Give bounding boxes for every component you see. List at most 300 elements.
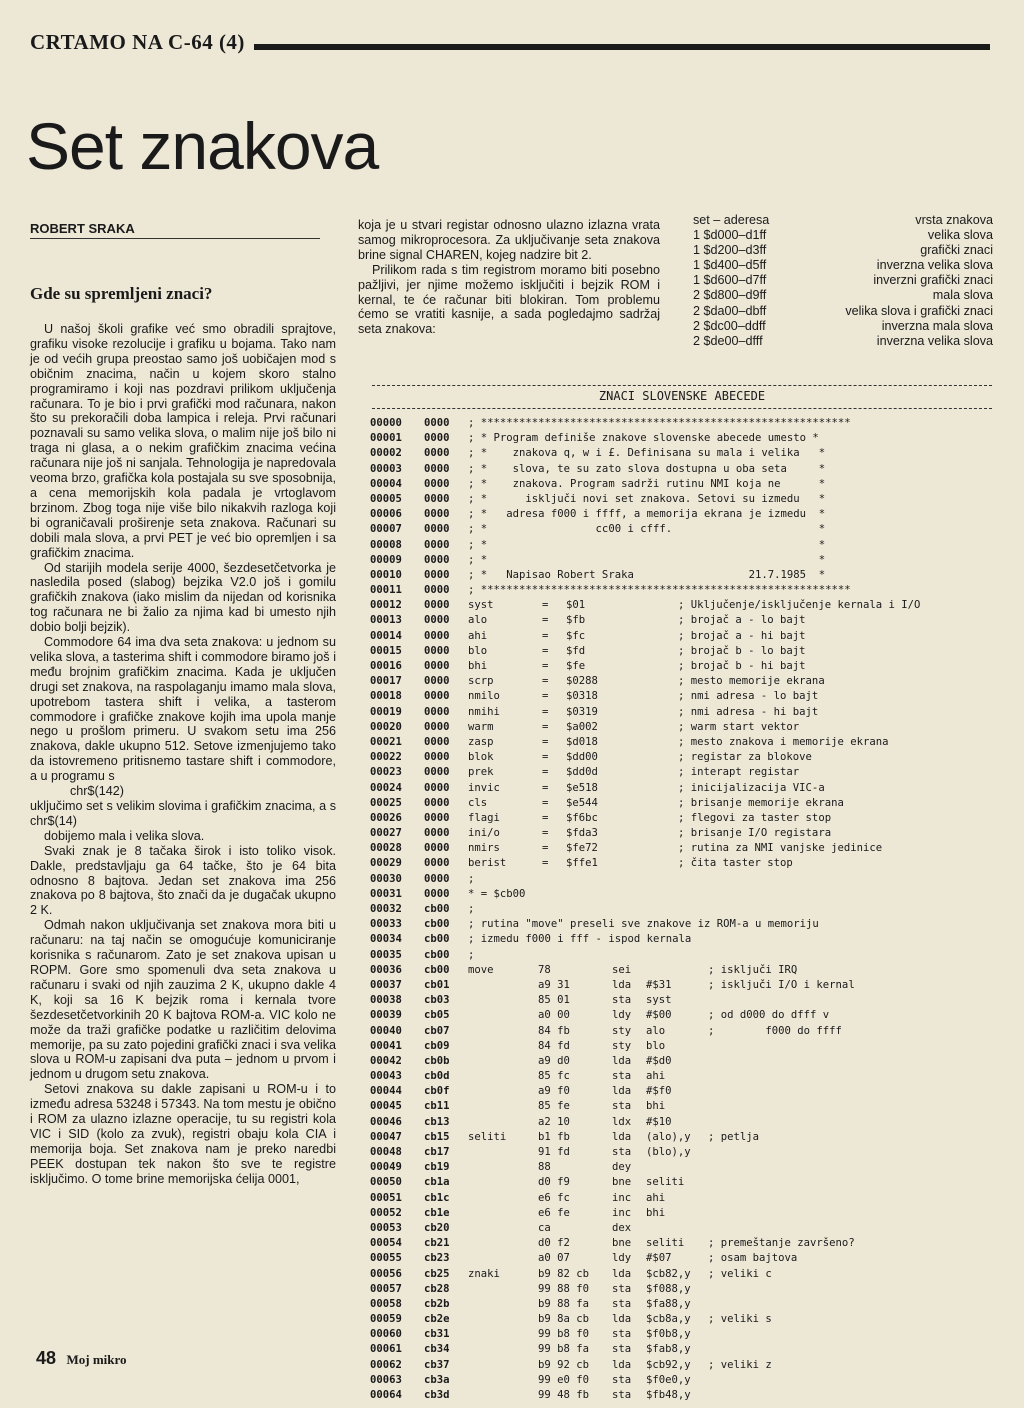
listing-line — [370, 902, 1010, 917]
table-cell: 2 $de00–dfff — [693, 333, 763, 348]
line-number: 00043 — [370, 1070, 402, 1083]
address: cb3a — [424, 1373, 450, 1386]
listing-line — [370, 1251, 1010, 1266]
listing-line — [370, 796, 1010, 811]
address: cb21 — [424, 1237, 450, 1250]
address: cb23 — [424, 1252, 450, 1265]
label: alo — [468, 614, 488, 627]
table-cell: 2 $d800–d9ff — [693, 288, 767, 303]
address: 0000 — [424, 508, 450, 521]
opcode-bytes: 88 — [538, 1161, 551, 1174]
listing-line — [370, 1236, 1010, 1251]
line-number: 00040 — [370, 1024, 402, 1037]
line-number: 00022 — [370, 751, 402, 764]
listing-line — [370, 1327, 1010, 1342]
mnemonic: = — [542, 827, 549, 840]
article-title: Set znakova — [26, 109, 379, 183]
comment: ; * znakova q, w i £. Definisana su mala i velika * — [468, 447, 826, 460]
comment: ; nmi adresa - lo bajt — [678, 690, 819, 703]
operand: $dd0d — [566, 766, 598, 779]
listing-line — [370, 462, 1010, 477]
table-cell: inverzni grafički znaci — [873, 273, 993, 288]
operand: blo — [646, 1039, 666, 1052]
address: 0000 — [424, 553, 450, 566]
table-header-cell: set – aderesa — [693, 213, 770, 227]
listing-line — [370, 416, 1010, 431]
comment: ; čita taster stop — [678, 857, 793, 870]
paragraph: Prilikom rada s tim registrom moramo biti posebno pažljivi, jer njime možemo isključiti i bejzik ROM i kernal, te će računar biti blokiran. Tom problemu ćemo se vratiti kasnije, a sada pogledajmo sadržaj seta znakova: — [358, 262, 660, 337]
line-number: 00016 — [370, 660, 402, 672]
table-cell: 1 $d600–d7ff — [693, 273, 767, 288]
table-row — [693, 273, 993, 288]
operand: $f0b8,y — [646, 1328, 691, 1341]
listing-line — [370, 1388, 1010, 1403]
comment: ; * cc00 i cfff. * — [468, 523, 826, 536]
listing-line — [370, 1358, 1010, 1373]
author-rule — [30, 238, 320, 239]
comment: ; f000 do ffff — [708, 1024, 842, 1037]
comment: ; mesto znakova i memorije ekrana — [678, 735, 889, 748]
label: scrp — [468, 675, 494, 688]
line-number: 00009 — [370, 553, 402, 566]
label: cls — [468, 796, 488, 809]
comment: ; premeštanje završeno? — [708, 1237, 855, 1250]
address: cb00 — [424, 918, 450, 931]
address: cb09 — [424, 1039, 450, 1052]
magazine-name: Moj mikro — [66, 1352, 127, 1367]
operand: $dd00 — [566, 751, 598, 764]
comment: ; * * — [468, 538, 826, 551]
address: 0000 — [424, 796, 450, 809]
line-number: 00018 — [370, 690, 402, 703]
label: seliti — [468, 1130, 507, 1143]
table-cell: inverzna velika slova — [876, 333, 993, 348]
operand: seliti — [646, 1237, 685, 1250]
operand: $fe72 — [566, 842, 598, 855]
operand: #$f0 — [646, 1085, 672, 1098]
opcode-bytes: 99 b8 f0 — [538, 1328, 590, 1341]
label: ; — [468, 872, 475, 885]
assembly-listing — [370, 416, 1010, 1403]
line-number: 00030 — [370, 872, 402, 885]
address: cb00 — [424, 933, 450, 946]
listing-line — [370, 1054, 1010, 1069]
mnemonic: = — [542, 751, 549, 764]
listing-line — [370, 705, 1010, 720]
table-header-cell: vrsta znakova — [915, 213, 993, 227]
listing-divider — [372, 408, 992, 409]
opcode-bytes: 84 fb — [538, 1024, 570, 1037]
table-cell: inverzna mala slova — [881, 318, 993, 333]
operand: $d018 — [566, 735, 598, 748]
listing-line — [370, 538, 1010, 553]
mnemonic: lda — [612, 1085, 632, 1098]
line-number: 00012 — [370, 599, 402, 612]
line-number: 00023 — [370, 766, 402, 779]
comment: ; * Program definiše znakove slovenske abecede umesto * — [468, 432, 819, 445]
line-number: 00061 — [370, 1343, 402, 1356]
operand: $fab8,y — [646, 1343, 691, 1356]
line-number: 00057 — [370, 1282, 402, 1295]
comment: ; brisanje memorije ekrana — [678, 796, 844, 809]
listing-line — [370, 689, 1010, 704]
label: prek — [468, 766, 494, 779]
operand: $0318 — [566, 690, 598, 703]
mnemonic: sta — [612, 1070, 632, 1083]
mnemonic: sta — [612, 1373, 632, 1386]
listing-line — [370, 1221, 1010, 1236]
operand: $fa88,y — [646, 1297, 691, 1310]
label: ini/o — [468, 827, 500, 840]
mnemonic: = — [542, 811, 549, 824]
article-column-1 — [30, 322, 336, 1187]
line-number: 00020 — [370, 720, 402, 733]
comment: ; interapt registar — [678, 766, 800, 779]
label: ; — [468, 948, 475, 961]
paragraph: Setovi znakova su dakle zapisani u ROM-u i to između adresa 53248 i 57343. Na tom mestu je obično i ROM za ulazno izlazne operacije, tu su registri kola VIC i SID (kolo za zvuk), registri obaju kola CIA i memorija boja. Set znakova nam je preko naredbi PEEK dostupan tek nakon što sve te registre isključimo. O tome brine memorijska ćelija 0001, — [30, 1082, 336, 1186]
opcode-bytes: 91 fd — [538, 1146, 570, 1158]
mnemonic: = — [542, 690, 549, 703]
label: nmihi — [468, 705, 500, 718]
listing-divider — [372, 385, 992, 386]
line-number: 00021 — [370, 735, 402, 748]
address: cb34 — [424, 1343, 450, 1356]
address: cb1e — [424, 1206, 450, 1219]
address: 0000 — [424, 705, 450, 718]
listing-line — [370, 1160, 1010, 1175]
address: 0000 — [424, 568, 450, 581]
operand: bhi — [646, 1206, 666, 1219]
mnemonic: = — [542, 660, 549, 672]
table-cell: 1 $d200–d3ff — [693, 243, 767, 258]
listing-line — [370, 993, 1010, 1008]
mnemonic: bne — [612, 1237, 632, 1250]
line-number: 00013 — [370, 614, 402, 627]
label: bhi — [468, 660, 488, 672]
listing-line — [370, 1312, 1010, 1327]
mnemonic: sty — [612, 1039, 632, 1052]
comment: ; * Napisao Robert Sraka 21.7.1985 * — [468, 568, 826, 581]
comment: ; isključi I/O i kernal — [708, 978, 855, 991]
listing-line — [370, 872, 1010, 887]
mnemonic: sta — [612, 1100, 632, 1113]
listing-line — [370, 1039, 1010, 1054]
listing-line — [370, 1282, 1010, 1297]
listing-line — [370, 765, 1010, 780]
mnemonic: = — [542, 796, 549, 809]
operand: ahi — [646, 1191, 666, 1204]
line-number: 00003 — [370, 462, 402, 475]
listing-line — [370, 1115, 1010, 1130]
comment: ; flegovi za taster stop — [678, 811, 832, 824]
operand: $fda3 — [566, 827, 598, 840]
address: 0000 — [424, 660, 450, 672]
line-number: 00042 — [370, 1054, 402, 1067]
line-number: 00038 — [370, 994, 402, 1007]
paragraph: uključimo set s velikim slovima i grafičkim znacima, a s chr$(14) — [30, 799, 336, 828]
label: syst — [468, 599, 494, 612]
opcode-bytes: 84 fd — [538, 1039, 570, 1052]
table-row — [693, 228, 993, 243]
mnemonic: lda — [612, 978, 632, 991]
operand: $f0e0,y — [646, 1373, 691, 1386]
listing-line — [370, 1342, 1010, 1357]
line-number: 00008 — [370, 538, 402, 551]
listing-line — [370, 613, 1010, 628]
listing-line — [370, 781, 1010, 796]
comment: ; * * — [468, 553, 826, 566]
address: 0000 — [424, 781, 450, 794]
line-number: 00026 — [370, 811, 402, 824]
line-number: 00001 — [370, 432, 402, 445]
listing-line — [370, 1069, 1010, 1084]
line-number: 00062 — [370, 1358, 402, 1371]
line-number: 00017 — [370, 675, 402, 688]
comment: ; brojač a - hi bajt — [678, 629, 806, 642]
paragraph: U našoj školi grafike već smo obradili sprajtove, grafiku visoke rezolucije i grafiku u bojama. Tako nam je od većih grupa preostao samo još uobičajen mod s običnim znacima, način u kojem skoro stalno programiramo i koji nas pozdravi prilikom uključenja računara. To je bio i prvi grafički mod računara, nakon što su prekoračili doba lampica i releja. Prvi računari poznavali su samo velika slova, o malim nije još bilo ni traga ni glasa, a o nekim grafičkim znacima većina računara nije još ni sanjala. Tehnologija je napredovala veoma brzo, grafička kola postajala su sve sposobnija, a cena memorijskih kola padala je vrtoglavom brzinom. Zbog toga nije više bilo nikakvih razloga koji bi ograničavali proširenje seta znakova. Računari su dobili mala slova, a prvi PET je već bio opremljen i sa grafičkim znacima. — [30, 322, 336, 560]
table-cell: 1 $d400–d5ff — [693, 258, 767, 273]
line-number: 00007 — [370, 523, 402, 536]
line-number: 00025 — [370, 796, 402, 809]
label: berist — [468, 857, 507, 870]
listing-line — [370, 1175, 1010, 1190]
operand: $fb48,y — [646, 1389, 691, 1401]
address: cb00 — [424, 948, 450, 961]
address: cb03 — [424, 994, 450, 1007]
mnemonic: = — [542, 857, 549, 870]
operand: alo — [646, 1024, 666, 1037]
operand: $cb82,y — [646, 1267, 691, 1280]
label: nmirs — [468, 842, 500, 855]
comment: ; ********************************************************** — [468, 584, 851, 597]
listing-line — [370, 522, 1010, 537]
paragraph: dobijemo mala i velika slova. — [44, 828, 205, 843]
address: 0000 — [424, 675, 450, 688]
listing-line — [370, 1008, 1010, 1023]
comment: ; * znakova. Program sadrži rutinu NMI koja ne * — [468, 477, 826, 490]
table-cell: 2 $dc00–ddff — [693, 318, 766, 333]
address: cb0f — [424, 1085, 450, 1098]
listing-line — [370, 932, 1010, 947]
listing-line — [370, 1297, 1010, 1312]
comment: ; brojač b - lo bajt — [678, 644, 806, 657]
address: cb25 — [424, 1267, 450, 1280]
address: 0000 — [424, 447, 450, 460]
label: ; — [468, 903, 475, 915]
address: 0000 — [424, 523, 450, 536]
opcode-bytes: ca — [538, 1221, 551, 1234]
operand: #$31 — [646, 978, 672, 991]
opcode-bytes: 99 88 f0 — [538, 1282, 590, 1295]
opcode-bytes: e6 fc — [538, 1191, 570, 1204]
address: cb28 — [424, 1282, 450, 1295]
label: blo — [468, 644, 488, 657]
address: cb31 — [424, 1328, 450, 1341]
line-number: 00019 — [370, 705, 402, 718]
address: 0000 — [424, 417, 450, 429]
mnemonic: = — [542, 675, 549, 688]
listing-line — [370, 431, 1010, 446]
line-number: 00037 — [370, 978, 402, 991]
line-number: 00006 — [370, 508, 402, 521]
mnemonic: dey — [612, 1161, 632, 1174]
mnemonic: sta — [612, 1297, 632, 1310]
address: 0000 — [424, 751, 450, 764]
line-number: 00010 — [370, 568, 402, 581]
label: warm — [468, 720, 494, 733]
label: * = $cb00 — [468, 887, 526, 900]
mnemonic: sta — [612, 994, 632, 1007]
line-number: 00035 — [370, 948, 402, 961]
opcode-bytes: 99 b8 fa — [538, 1343, 590, 1356]
address: 0000 — [424, 827, 450, 840]
line-number: 00052 — [370, 1206, 402, 1219]
address: 0000 — [424, 811, 450, 824]
label: zasp — [468, 735, 494, 748]
operand: $01 — [566, 599, 586, 612]
listing-heading: ZNACI SLOVENSKE ABECEDE — [598, 389, 766, 403]
mnemonic: inc — [612, 1191, 632, 1204]
line-number: 00056 — [370, 1267, 402, 1280]
opcode-bytes: a0 07 — [538, 1252, 570, 1265]
operand: (blo),y — [646, 1146, 691, 1158]
opcode-bytes: b1 fb — [538, 1130, 570, 1143]
address: 0000 — [424, 584, 450, 597]
paragraph: Svaki znak je 8 tačaka širok i isto toliko visok. Dakle, predstavljaju ga 64 tačke, što je 64 bita odnosno 8 bajtova. Jedan set znakova ima 256 znakova po 8 bajtova, što znači da je dugačak ukupno 2 K. — [30, 843, 336, 918]
mnemonic: = — [542, 766, 549, 779]
page-number: 48 — [36, 1348, 57, 1368]
operand: $0288 — [566, 675, 598, 688]
line-number: 00028 — [370, 842, 402, 855]
opcode-bytes: b9 92 cb — [538, 1358, 590, 1371]
comment: ; osam bajtova — [708, 1252, 798, 1265]
listing-line — [370, 446, 1010, 461]
label: ; rutina "move" preseli sve znakove iz ROM-a u memoriju — [468, 918, 819, 931]
mnemonic: sta — [612, 1146, 632, 1158]
comment: ; veliki c — [708, 1267, 772, 1280]
listing-line — [370, 1145, 1010, 1160]
line-number: 00036 — [370, 963, 402, 976]
listing-line — [370, 507, 1010, 522]
address: cb20 — [424, 1221, 450, 1234]
listing-line — [370, 1206, 1010, 1221]
mnemonic: inc — [612, 1206, 632, 1219]
comment: ; inicijalizacija VIC-a — [678, 781, 825, 794]
address: 0000 — [424, 735, 450, 748]
address: 0000 — [424, 720, 450, 733]
address: 0000 — [424, 614, 450, 627]
comment: ; brisanje I/O registara — [678, 827, 832, 840]
line-number: 00044 — [370, 1085, 402, 1098]
label: blok — [468, 751, 494, 764]
listing-line — [370, 674, 1010, 689]
address: 0000 — [424, 766, 450, 779]
address: cb01 — [424, 978, 450, 991]
operand: $fb — [566, 614, 586, 627]
paragraph: Odmah nakon uključivanja set znakova mora biti u računaru: na taj način se omogućuje komuniciranje korisnika s računarom. Zato je set znakova upisan u ROPM. Gore smo spomenuli dva seta znakova u računaru i svaki od njih zauzima 2 K, ukupno dakle 4 K, koji sa 16 K bejzik roma i kernala tvore šezdesetčetvorkinih 20 K bajtova ROM-a. VIC kolo ne može da traži grafičke podatke u različitim delovima memorije, pa su zato pojedini grafički znaci i sva velika slova u ROM-u zapisani dva puta – jednom u prvom i jednom u drugom setu znakova. — [30, 918, 336, 1082]
operand: $fc — [566, 629, 586, 642]
line-number: 00063 — [370, 1373, 402, 1386]
address: cb07 — [424, 1024, 450, 1037]
table-cell: velika slova — [927, 228, 993, 243]
address: 0000 — [424, 432, 450, 445]
mnemonic: lda — [612, 1130, 632, 1143]
label: move — [468, 963, 494, 976]
operand: ahi — [646, 1070, 666, 1083]
listing-line — [370, 978, 1010, 993]
mnemonic: = — [542, 644, 549, 657]
listing-line — [370, 492, 1010, 507]
line-number: 00031 — [370, 887, 402, 900]
line-number: 00005 — [370, 492, 402, 505]
address: cb13 — [424, 1115, 450, 1128]
listing-line — [370, 887, 1010, 902]
operand: #$00 — [646, 1009, 672, 1022]
operand: #$10 — [646, 1115, 672, 1128]
line-number: 00055 — [370, 1252, 402, 1265]
mnemonic: lda — [612, 1054, 632, 1067]
line-number: 00047 — [370, 1130, 402, 1143]
address: cb15 — [424, 1130, 450, 1143]
listing-line — [370, 583, 1010, 598]
label: ahi — [468, 629, 488, 642]
operand: (alo),y — [646, 1130, 691, 1143]
opcode-bytes: a0 00 — [538, 1009, 570, 1022]
opcode-bytes: d0 f9 — [538, 1176, 570, 1189]
mnemonic: = — [542, 842, 549, 855]
listing-line — [370, 568, 1010, 583]
table-header-row — [693, 213, 993, 228]
listing-line — [370, 963, 1010, 978]
mnemonic: ldx — [612, 1115, 632, 1128]
line-number: 00014 — [370, 629, 402, 642]
mnemonic: sta — [612, 1282, 632, 1295]
operand: bhi — [646, 1100, 666, 1113]
line-number: 00048 — [370, 1146, 402, 1158]
listing-line — [370, 477, 1010, 492]
operand: $0319 — [566, 705, 598, 718]
operand: $fd — [566, 644, 586, 657]
address: 0000 — [424, 492, 450, 505]
comment: ; registar za blokove — [678, 751, 812, 764]
address: 0000 — [424, 538, 450, 551]
mnemonic: lda — [612, 1267, 632, 1280]
article-subheading: Gde su spremljeni znaci? — [30, 284, 213, 303]
line-number: 00041 — [370, 1039, 402, 1052]
line-number: 00053 — [370, 1221, 402, 1234]
mnemonic: = — [542, 599, 549, 612]
address: 0000 — [424, 477, 450, 490]
listing-line — [370, 659, 1010, 674]
operand: $ffe1 — [566, 857, 598, 870]
mnemonic: lda — [612, 1358, 632, 1371]
opcode-bytes: 99 48 fb — [538, 1389, 590, 1401]
opcode-bytes: a9 d0 — [538, 1054, 570, 1067]
comment: ; mesto memorije ekrana — [678, 675, 825, 688]
line-number: 00050 — [370, 1176, 402, 1189]
operand: $cb8a,y — [646, 1313, 691, 1326]
line-number: 00054 — [370, 1237, 402, 1250]
address: 0000 — [424, 842, 450, 855]
line-number: 00027 — [370, 827, 402, 840]
label: invic — [468, 781, 500, 794]
line-number: 00058 — [370, 1297, 402, 1310]
operand: syst — [646, 994, 672, 1007]
line-number: 00059 — [370, 1313, 402, 1326]
opcode-bytes: 99 e0 f0 — [538, 1373, 590, 1386]
mnemonic: lda — [612, 1313, 632, 1326]
listing-line — [370, 644, 1010, 659]
